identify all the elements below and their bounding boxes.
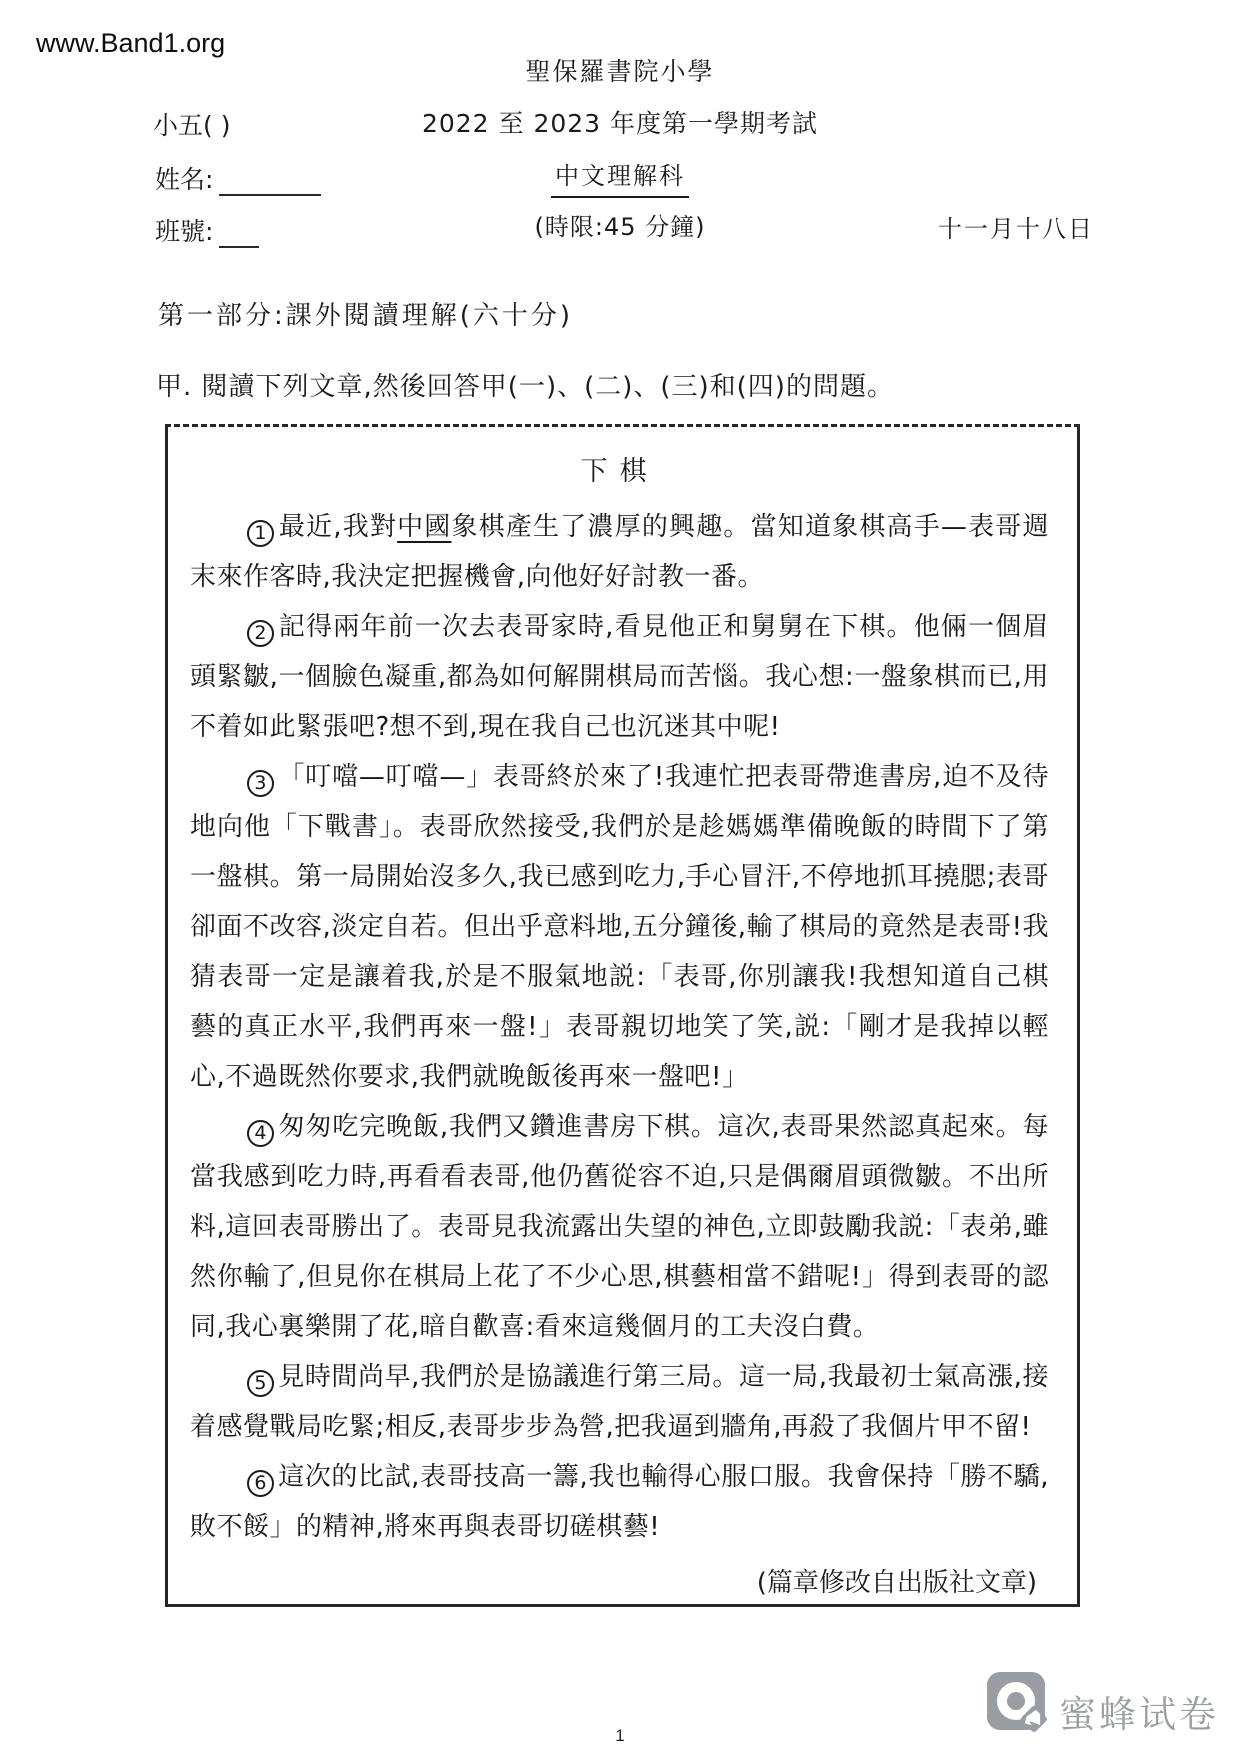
page-number: 1 [615, 1726, 625, 1745]
part-heading: 第一部分:課外閱讀理解(六十分) [158, 301, 574, 331]
article-paragraph-5 [190, 1352, 1049, 1452]
paragraph-number-icon: 5 [247, 1370, 274, 1397]
subject-title: 中文理解科 [0, 156, 1240, 198]
watermark-url: www.Band1.org [36, 28, 226, 58]
bee-logo-icon [987, 1672, 1045, 1730]
article-paragraph-4 [190, 1102, 1049, 1352]
article-paragraph-3 [190, 752, 1049, 1102]
paragraph-text: 這次的比試,表哥技高一籌,我也輸得心服口服。我會保持「勝不驕,敗不餒」的精神,將來再與表哥切磋棋藝! [190, 1462, 1049, 1542]
paragraph-number-icon: 2 [247, 620, 274, 647]
article-paragraph-6 [190, 1452, 1049, 1552]
paragraph-text: 記得兩年前一次去表哥家時,看見他正和舅舅在下棋。他倆一個眉頭緊皺,一個臉色凝重,都為如何解開棋局而苦惱。我心想:一盤象棋而已,用不着如此緊張吧?想不到,現在我自己也沉迷其中呢! [190, 612, 1049, 742]
exam-title: 2022 至 2023 年度第一學期考試 [421, 109, 819, 138]
paragraph-number-icon: 4 [247, 1120, 274, 1147]
article-paragraph-2 [190, 602, 1049, 752]
paragraph-number-icon: 1 [247, 520, 274, 547]
paragraph-text: 最近,我對 [278, 512, 398, 542]
paragraph-text: 匆匆吃完晚飯,我們又鑽進書房下棋。這次,表哥果然認真起來。每當我感到吃力時,再看看表哥,他仍舊從容不迫,只是偶爾眉頭微皺。不出所料,這回表哥勝出了。表哥見我流露出失望的神色,立即鼓勵我説:「表弟,雖然你輸了,但見你在棋局上花了不少心思,棋藝相當不錯呢!」得到表哥的認同,我心裏樂開了花,暗自歡喜:看來這幾個月的工夫沒白費。 [190, 1112, 1049, 1342]
paragraph-text: 「叮噹—叮噹—」表哥終於來了!我連忙把表哥帶進書房,迫不及待地向他「下戰書」。表哥欣然接受,我們於是趁媽媽準備晚飯的時間下了第一盤棋。第一局開始沒多久,我已感到吃力,手心冒汗,不停地抓耳撓腮;表哥卻面不改容,淡定自若。但出乎意料地,五分鐘後,輸了棋局的竟然是表哥!我猜表哥一定是讓着我,於是不服氣地説:「表哥,你別讓我!我想知道自己棋藝的真正水平,我們再來一盤!」表哥親切地笑了笑,説:「剛才是我掉以輕心,不過既然你要求,我們就晚飯後再來一盤吧!」 [190, 762, 1049, 1092]
paragraph-text: 見時間尚早,我們於是協議進行第三局。這一局,我最初士氣高漲,接着感覺戰局吃緊;相反,表哥步步為營,把我逼到牆角,再殺了我個片甲不留! [190, 1362, 1049, 1442]
time-limit: (時限:45 分鐘) [534, 213, 706, 241]
article-paragraph-1 [190, 502, 1049, 602]
paragraph-text: 象棋產生了濃厚的興趣。當知道象棋高手—表哥週末來作客時,我決定把握機會,向他好好討教一番。 [190, 512, 1049, 592]
class-number-label: 班號: [155, 217, 214, 246]
class-label: 小五( ) [153, 111, 231, 140]
article-title: 下棋 [580, 456, 659, 487]
name-label: 姓名: [155, 165, 214, 194]
article-attribution: (篇章修改自出版社文章) [756, 1568, 1037, 1598]
exam-date: 十一月十八日 [938, 215, 1094, 243]
underlined-term: 中國 [397, 512, 452, 542]
school-name: 聖保羅書院小學 [525, 57, 715, 86]
article-box [165, 424, 1080, 1607]
section-instruction: 甲. 閱讀下列文章,然後回答甲(一)、(二)、(三)和(四)的問題。 [156, 372, 894, 402]
paragraph-number-icon: 6 [247, 1470, 274, 1497]
brand-name: 蜜蜂试卷 [1059, 1693, 1219, 1736]
paragraph-number-icon: 3 [247, 770, 274, 797]
